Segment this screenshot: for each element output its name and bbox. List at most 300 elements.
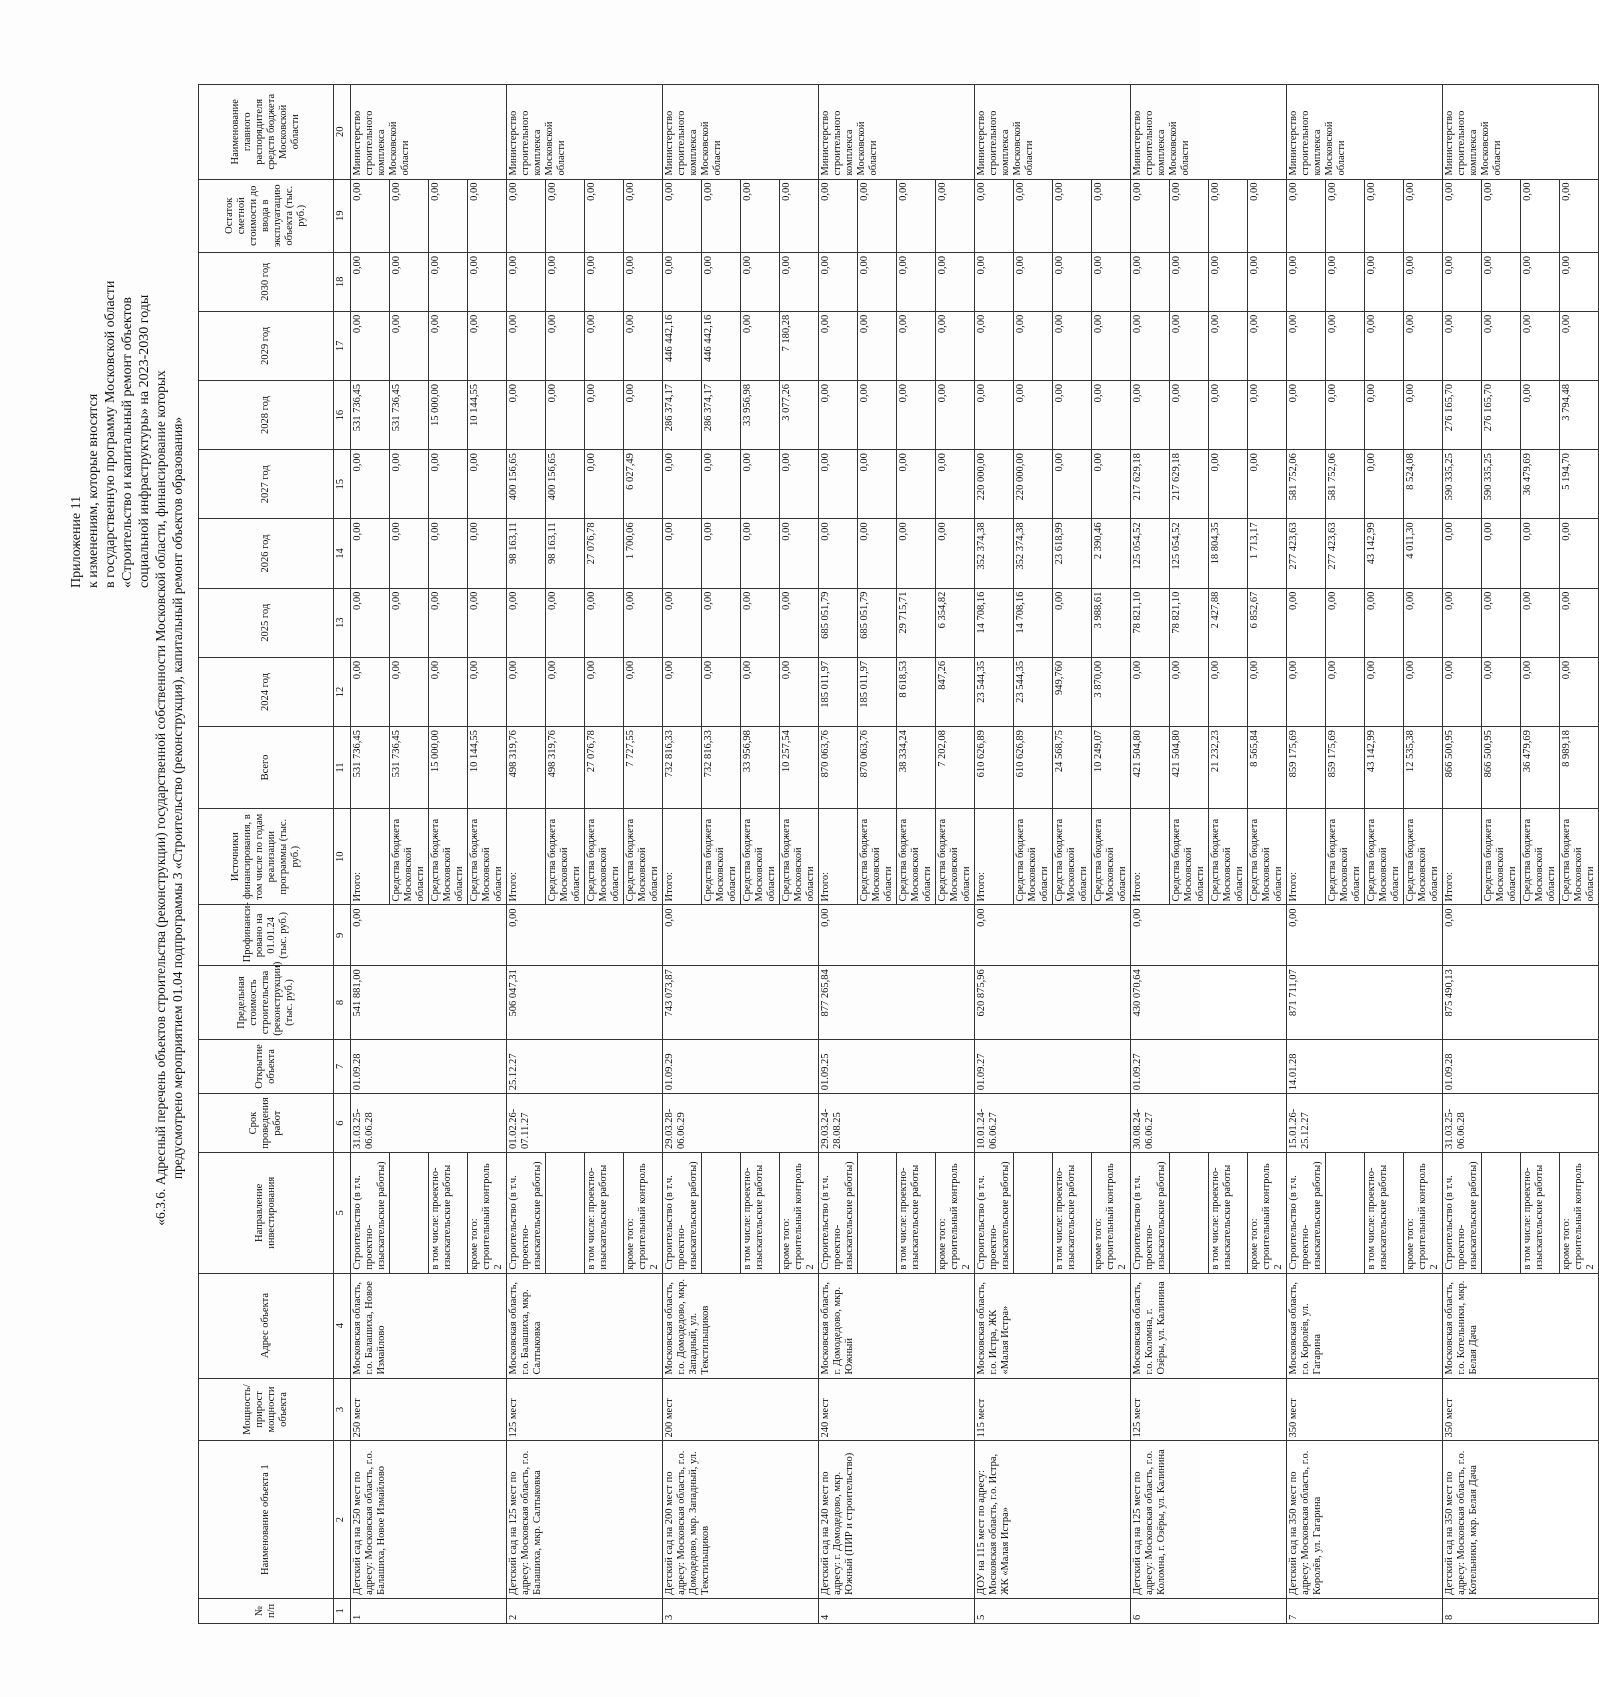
appendix-line: «Строительство и капитальный ремонт объектов: [120, 296, 135, 588]
appendix-line: в государственную программу Московской области: [103, 280, 118, 588]
object-number: 6: [1131, 1598, 1287, 1623]
object-address: Московская область, г. Домодедово, мкр. Южный: [819, 1273, 975, 1378]
amount-cell: 0,00: [1170, 657, 1209, 726]
investment-direction: Строительство (в т.ч. проектно-изыскательские работы): [507, 1152, 546, 1273]
column-number: 10: [334, 808, 351, 905]
funding-source: Средства бюджета Московской области: [858, 808, 897, 905]
column-header: Мощность/ прирост мощности объекта: [199, 1378, 334, 1441]
amount-cell: 18 804,35: [1209, 519, 1248, 588]
column-number: 19: [334, 179, 351, 252]
object-opening: 01.09.28: [1443, 1039, 1599, 1094]
financed-amount: 0,00: [1131, 905, 1287, 966]
column-number: 4: [334, 1273, 351, 1378]
amount-cell: 23 544,35: [1014, 657, 1053, 726]
column-header: Предельная стоимость строительства (реконструкции) (тыс. руб.): [199, 966, 334, 1039]
amount-cell: 446 442,16: [702, 311, 741, 380]
amount-cell: 14 708,16: [975, 588, 1014, 657]
column-header: Направление инвестирования: [199, 1152, 334, 1273]
amount-cell: 23 544,35: [975, 657, 1014, 726]
amount-cell: 0,00: [1170, 179, 1209, 252]
amount-cell: 14 708,16: [1014, 588, 1053, 657]
investment-direction: [1014, 1152, 1053, 1273]
amount-cell: 0,00: [1131, 252, 1170, 311]
amount-cell: 0,00: [1248, 380, 1287, 449]
amount-cell: 0,00: [780, 450, 819, 519]
object-address: Московская область, г.о. Котельники, мкр. Белая Дача: [1443, 1273, 1599, 1378]
funding-source: Средства бюджета Московской области: [1170, 808, 1209, 905]
amount-cell: 125 054,52: [1170, 519, 1209, 588]
object-opening: 01.09.29: [663, 1039, 819, 1094]
amount-cell: 0,00: [1560, 252, 1599, 311]
cost-limit: 430 070,64: [1131, 966, 1287, 1039]
amount-cell: 0,00: [1404, 380, 1443, 449]
amount-cell: 0,00: [702, 252, 741, 311]
investment-direction: Строительство (в т.ч. проектно-изыскательские работы): [663, 1152, 702, 1273]
amount-cell: 3 794,48: [1560, 380, 1599, 449]
column-number: 20: [334, 85, 351, 180]
amount-cell: 0,00: [1287, 380, 1326, 449]
amount-cell: 0,00: [819, 450, 858, 519]
amount-cell: 6 852,67: [1248, 588, 1287, 657]
amount-cell: 78 821,10: [1131, 588, 1170, 657]
amount-cell: 0,00: [780, 588, 819, 657]
object-address: Московская область, г.о. Балашиха, Новое Измайлово: [351, 1273, 507, 1378]
amount-cell: 590 335,25: [1482, 450, 1521, 519]
address-list-table: [198, 84, 1599, 1624]
amount-cell: 23 618,99: [1053, 519, 1092, 588]
investment-direction: в том числе: проектно-изыскательские работы: [1365, 1152, 1404, 1273]
amount-cell: 0,00: [702, 519, 741, 588]
funding-source: Средства бюджета Московской области: [936, 808, 975, 905]
amount-cell: 400 156,65: [507, 450, 546, 519]
amount-cell: 0,00: [1482, 519, 1521, 588]
amount-cell: 0,00: [702, 588, 741, 657]
funding-source: Средства бюджета Московской области: [1482, 808, 1521, 905]
amount-cell: 15 000,00: [429, 380, 468, 449]
amount-cell: 0,00: [351, 519, 390, 588]
amount-cell: 0,00: [1287, 311, 1326, 380]
funding-source: Итого:: [1287, 808, 1326, 905]
amount-cell: 0,00: [1014, 179, 1053, 252]
amount-cell: 0,00: [897, 311, 936, 380]
object-number: 3: [663, 1598, 819, 1623]
object-capacity: 240 мест: [819, 1378, 975, 1441]
column-header: 2028 год: [199, 380, 334, 449]
amount-cell: 0,00: [390, 252, 429, 311]
amount-cell: 0,00: [624, 657, 663, 726]
amount-cell: 685 051,79: [819, 588, 858, 657]
amount-cell: 0,00: [1053, 179, 1092, 252]
object-opening: 01.09.28: [351, 1039, 507, 1094]
amount-cell: 0,00: [390, 450, 429, 519]
amount-cell: 0,00: [1365, 311, 1404, 380]
amount-cell: 185 011,97: [858, 657, 897, 726]
amount-cell: 498 319,76: [546, 727, 585, 809]
amount-cell: 0,00: [1287, 179, 1326, 252]
amount-cell: 0,00: [663, 179, 702, 252]
amount-cell: 286 374,17: [702, 380, 741, 449]
column-header: Срок проведения работ: [199, 1094, 334, 1153]
column-header: 2026 год: [199, 519, 334, 588]
work-period: 15.01.26-25.12.27: [1287, 1094, 1443, 1153]
column-header: Всего: [199, 727, 334, 809]
investment-direction: [1326, 1152, 1365, 1273]
amount-cell: 498 319,76: [507, 727, 546, 809]
amount-cell: 0,00: [1482, 179, 1521, 252]
rotated-sheet: [40, 48, 1596, 1648]
amount-cell: 38 334,24: [897, 727, 936, 809]
investment-direction: Строительство (в т.ч. проектно-изыскательские работы): [1287, 1152, 1326, 1273]
investment-direction: [546, 1152, 585, 1273]
amount-cell: 0,00: [1053, 588, 1092, 657]
investment-direction: Строительство (в т.ч. проектно-изыскательские работы): [819, 1152, 858, 1273]
appendix-line: социальной инфраструктуры» на 2023-2030 годы: [137, 294, 152, 588]
amount-cell: 0,00: [585, 252, 624, 311]
financed-amount: 0,00: [507, 905, 663, 966]
budget-administrator: Министерство строительного комплекса Московской области: [507, 85, 663, 180]
column-number: 15: [334, 450, 351, 519]
amount-cell: 0,00: [624, 311, 663, 380]
object-address: Московская область, г.о. Домодедово, мкр. Западный, ул. Текстильщиков: [663, 1273, 819, 1378]
amount-cell: 0,00: [429, 657, 468, 726]
amount-cell: 0,00: [1287, 252, 1326, 311]
amount-cell: 0,00: [1170, 252, 1209, 311]
object-name: Детский сад на 200 мест по адресу: Московская область, г.о. Домодедово, мкр. Западный, ул. Текстильщиков: [663, 1441, 819, 1598]
funding-source: Средства бюджета Московской области: [1248, 808, 1287, 905]
appendix-line: Приложение 11: [69, 495, 84, 588]
amount-cell: 446 442,16: [663, 311, 702, 380]
amount-cell: 0,00: [741, 657, 780, 726]
amount-cell: 0,00: [351, 179, 390, 252]
amount-cell: 0,00: [468, 519, 507, 588]
amount-cell: 685 051,79: [858, 588, 897, 657]
table-row: [975, 85, 1014, 1624]
amount-cell: 36 479,69: [1521, 727, 1560, 809]
amount-cell: 0,00: [819, 380, 858, 449]
object-number: 8: [1443, 1598, 1599, 1623]
amount-cell: 0,00: [1404, 657, 1443, 726]
amount-cell: 7 727,55: [624, 727, 663, 809]
amount-cell: 0,00: [390, 311, 429, 380]
amount-cell: 0,00: [1053, 380, 1092, 449]
budget-administrator: Министерство строительного комплекса Московской области: [1131, 85, 1287, 180]
cost-limit: 871 711,07: [1287, 966, 1443, 1039]
amount-cell: 0,00: [351, 657, 390, 726]
funding-source: Средства бюджета Московской области: [390, 808, 429, 905]
table-header-row: [199, 85, 334, 1624]
column-header: 2030 год: [199, 252, 334, 311]
document-title: «6.3.6. Адресный перечень объектов строительства (реконструкции) государственной собственности Московской области, финансирование которых предусмотрено мероприятием 01.04 подпрограммы 3 «Строительство (реконструкция), капитальный ремонт объектов образования»: [153, 370, 185, 1226]
amount-cell: 0,00: [468, 450, 507, 519]
column-header: Адрес объекта: [199, 1273, 334, 1378]
amount-cell: 0,00: [351, 311, 390, 380]
amount-cell: 10 257,54: [780, 727, 819, 809]
amount-cell: 0,00: [1443, 179, 1482, 252]
table-row: [507, 85, 546, 1624]
amount-cell: 0,00: [897, 252, 936, 311]
funding-source: Средства бюджета Московской области: [624, 808, 663, 905]
amount-cell: 0,00: [741, 450, 780, 519]
investment-direction: кроме того: строительный контроль 2: [468, 1152, 507, 1273]
object-capacity: 250 мест: [351, 1378, 507, 1441]
funding-source: Итого:: [1443, 808, 1482, 905]
amount-cell: 866 500,95: [1443, 727, 1482, 809]
funding-source: Средства бюджета Московской области: [1053, 808, 1092, 905]
amount-cell: 27 076,78: [585, 519, 624, 588]
amount-cell: 531 736,45: [351, 727, 390, 809]
amount-cell: 0,00: [1092, 311, 1131, 380]
column-header: Профинанси-ровано на 01.01.24 (тыс. руб.): [199, 905, 334, 966]
object-number: 5: [975, 1598, 1131, 1623]
amount-cell: 98 163,11: [507, 519, 546, 588]
object-address: Московская область, г.о. Коломна, г. Озёры, ул. Калинина: [1131, 1273, 1287, 1378]
object-opening: 14.01.28: [1287, 1039, 1443, 1094]
funding-source: Средства бюджета Московской области: [429, 808, 468, 905]
column-number-row: [334, 85, 351, 1624]
amount-cell: 27 076,78: [585, 727, 624, 809]
amount-cell: 400 156,65: [546, 450, 585, 519]
object-address: Московская область, г.о. Балашиха, мкр. Салтыковка: [507, 1273, 663, 1378]
amount-cell: 0,00: [936, 252, 975, 311]
amount-cell: 125 054,52: [1131, 519, 1170, 588]
column-number: 16: [334, 380, 351, 449]
object-number: 1: [351, 1598, 507, 1623]
amount-cell: 98 163,11: [546, 519, 585, 588]
amount-cell: 610 626,89: [1014, 727, 1053, 809]
amount-cell: 859 175,69: [1287, 727, 1326, 809]
funding-source: Итого:: [975, 808, 1014, 905]
budget-administrator: Министерство строительного комплекса Московской области: [975, 85, 1131, 180]
work-period: 29.03.24-28.08.25: [819, 1094, 975, 1153]
amount-cell: 0,00: [1365, 252, 1404, 311]
amount-cell: 352 374,38: [1014, 519, 1053, 588]
amount-cell: 531 736,45: [390, 727, 429, 809]
object-opening: 01.09.27: [1131, 1039, 1287, 1094]
cost-limit: 875 490,13: [1443, 966, 1599, 1039]
amount-cell: 0,00: [1170, 311, 1209, 380]
amount-cell: 0,00: [1404, 588, 1443, 657]
funding-source: Итого:: [507, 808, 546, 905]
amount-cell: 7 202,08: [936, 727, 975, 809]
amount-cell: 0,00: [819, 311, 858, 380]
amount-cell: 0,00: [975, 380, 1014, 449]
amount-cell: 0,00: [858, 179, 897, 252]
table-body: [351, 85, 1599, 1624]
amount-cell: 15 000,00: [429, 727, 468, 809]
investment-direction: кроме того: строительный контроль 2: [1560, 1152, 1599, 1273]
investment-direction: в том числе: проектно-изыскательские работы: [741, 1152, 780, 1273]
budget-administrator: Министерство строительного комплекса Московской области: [351, 85, 507, 180]
amount-cell: 866 500,95: [1482, 727, 1521, 809]
object-name: Детский сад на 125 мест по адресу: Московская область, г.о. Балашиха, мкр. Салтыковка: [507, 1441, 663, 1598]
cost-limit: 743 073,87: [663, 966, 819, 1039]
amount-cell: 5 194,70: [1560, 450, 1599, 519]
amount-cell: 0,00: [1209, 311, 1248, 380]
amount-cell: 0,00: [546, 657, 585, 726]
amount-cell: 10 144,55: [468, 727, 507, 809]
financed-amount: 0,00: [663, 905, 819, 966]
amount-cell: 0,00: [1560, 311, 1599, 380]
amount-cell: 0,00: [507, 311, 546, 380]
amount-cell: 0,00: [936, 311, 975, 380]
object-name: Детский сад на 240 мест по адресу: г. Домодедово, мкр. Южный (ПИР и строительство): [819, 1441, 975, 1598]
funding-source: Средства бюджета Московской области: [780, 808, 819, 905]
amount-cell: 0,00: [1014, 252, 1053, 311]
funding-source: Средства бюджета Московской области: [741, 808, 780, 905]
column-number: 6: [334, 1094, 351, 1153]
object-number: 2: [507, 1598, 663, 1623]
object-name: Детский сад на 350 мест по адресу: Московская область, г.о. Королёв, ул. Гагарина: [1287, 1441, 1443, 1598]
amount-cell: 0,00: [585, 450, 624, 519]
funding-source: Итого:: [663, 808, 702, 905]
amount-cell: 7 180,28: [780, 311, 819, 380]
amount-cell: 0,00: [663, 657, 702, 726]
amount-cell: 0,00: [1521, 252, 1560, 311]
amount-cell: 217 629,18: [1131, 450, 1170, 519]
investment-direction: [1170, 1152, 1209, 1273]
amount-cell: 8 989,18: [1560, 727, 1599, 809]
financed-amount: 0,00: [975, 905, 1131, 966]
amount-cell: 0,00: [624, 179, 663, 252]
cost-limit: 877 265,84: [819, 966, 975, 1039]
amount-cell: 0,00: [390, 179, 429, 252]
amount-cell: 0,00: [858, 450, 897, 519]
amount-cell: 859 175,69: [1326, 727, 1365, 809]
column-number: 13: [334, 588, 351, 657]
amount-cell: 0,00: [507, 179, 546, 252]
amount-cell: 0,00: [1365, 380, 1404, 449]
amount-cell: 0,00: [585, 311, 624, 380]
object-name: Детский сад на 350 мест по адресу: Московская область, г.о. Котельники, мкр. Белая Дача: [1443, 1441, 1599, 1598]
column-header: 2024 год: [199, 657, 334, 726]
cost-limit: 620 875,96: [975, 966, 1131, 1039]
amount-cell: 0,00: [1326, 179, 1365, 252]
object-capacity: 125 мест: [1131, 1378, 1287, 1441]
amount-cell: 0,00: [546, 179, 585, 252]
work-period: 31.03.25-06.06.28: [1443, 1094, 1599, 1153]
amount-cell: 0,00: [585, 657, 624, 726]
object-capacity: 200 мест: [663, 1378, 819, 1441]
budget-administrator: Министерство строительного комплекса Московской области: [1443, 85, 1599, 180]
column-number: 3: [334, 1378, 351, 1441]
amount-cell: 0,00: [1131, 657, 1170, 726]
amount-cell: 0,00: [819, 179, 858, 252]
amount-cell: 0,00: [780, 252, 819, 311]
amount-cell: 0,00: [429, 588, 468, 657]
amount-cell: 0,00: [897, 380, 936, 449]
column-number: 17: [334, 311, 351, 380]
amount-cell: 0,00: [468, 252, 507, 311]
amount-cell: 0,00: [1131, 380, 1170, 449]
funding-source: Средства бюджета Московской области: [1209, 808, 1248, 905]
amount-cell: 0,00: [1443, 252, 1482, 311]
amount-cell: 0,00: [780, 179, 819, 252]
amount-cell: 0,00: [1170, 380, 1209, 449]
amount-cell: 0,00: [663, 519, 702, 588]
appendix-line: к изменениям, которые вносятся: [86, 393, 101, 588]
amount-cell: 78 821,10: [1170, 588, 1209, 657]
amount-cell: 0,00: [1443, 657, 1482, 726]
amount-cell: 0,00: [1092, 252, 1131, 311]
amount-cell: 0,00: [351, 252, 390, 311]
object-capacity: 115 мест: [975, 1378, 1131, 1441]
column-number: 7: [334, 1039, 351, 1094]
funding-source: Средства бюджета Московской области: [546, 808, 585, 905]
amount-cell: 33 956,98: [741, 380, 780, 449]
investment-direction: кроме того: строительный контроль 2: [1092, 1152, 1131, 1273]
amount-cell: 0,00: [546, 588, 585, 657]
amount-cell: 24 568,75: [1053, 727, 1092, 809]
amount-cell: 0,00: [858, 519, 897, 588]
amount-cell: 0,00: [1053, 252, 1092, 311]
investment-direction: [390, 1152, 429, 1273]
amount-cell: 0,00: [1209, 450, 1248, 519]
amount-cell: 0,00: [741, 588, 780, 657]
amount-cell: 531 736,45: [390, 380, 429, 449]
amount-cell: 8 524,08: [1404, 450, 1443, 519]
amount-cell: 10 144,55: [468, 380, 507, 449]
amount-cell: 0,00: [1248, 179, 1287, 252]
amount-cell: 217 629,18: [1170, 450, 1209, 519]
amount-cell: 0,00: [936, 179, 975, 252]
amount-cell: 531 736,45: [351, 380, 390, 449]
cost-limit: 541 881,00: [351, 966, 507, 1039]
funding-source: Средства бюджета Московской области: [1521, 808, 1560, 905]
amount-cell: 421 504,80: [1131, 727, 1170, 809]
object-capacity: 350 мест: [1287, 1378, 1443, 1441]
amount-cell: 0,00: [390, 588, 429, 657]
amount-cell: 0,00: [936, 519, 975, 588]
amount-cell: 10 249,07: [1092, 727, 1131, 809]
amount-cell: 0,00: [546, 311, 585, 380]
amount-cell: 0,00: [1521, 311, 1560, 380]
amount-cell: 421 504,80: [1170, 727, 1209, 809]
investment-direction: [1482, 1152, 1521, 1273]
amount-cell: 0,00: [507, 657, 546, 726]
amount-cell: 0,00: [1521, 179, 1560, 252]
column-header: Источники финансирования, в том числе по годам реализации программы (тыс. руб.): [199, 808, 334, 905]
amount-cell: 220 000,00: [1014, 450, 1053, 519]
amount-cell: 0,00: [1365, 657, 1404, 726]
amount-cell: 0,00: [858, 252, 897, 311]
table-row: [1131, 85, 1170, 1624]
amount-cell: 0,00: [936, 450, 975, 519]
amount-cell: 0,00: [546, 252, 585, 311]
amount-cell: 0,00: [1560, 657, 1599, 726]
column-header: 2029 год: [199, 311, 334, 380]
amount-cell: 0,00: [1443, 311, 1482, 380]
amount-cell: 286 374,17: [663, 380, 702, 449]
financed-amount: 0,00: [1443, 905, 1599, 966]
object-address: Московская область, г.о. Королёв, ул. Гагарина: [1287, 1273, 1443, 1378]
amount-cell: 0,00: [507, 252, 546, 311]
amount-cell: 0,00: [1521, 657, 1560, 726]
amount-cell: 0,00: [897, 179, 936, 252]
financed-amount: 0,00: [1287, 905, 1443, 966]
amount-cell: 0,00: [1404, 179, 1443, 252]
amount-cell: 1 713,17: [1248, 519, 1287, 588]
amount-cell: 0,00: [624, 380, 663, 449]
amount-cell: 949,760: [1053, 657, 1092, 726]
investment-direction: Строительство (в т.ч. проектно-изыскательские работы): [1131, 1152, 1170, 1273]
amount-cell: 0,00: [1131, 311, 1170, 380]
column-number: 5: [334, 1152, 351, 1273]
amount-cell: 33 956,98: [741, 727, 780, 809]
object-capacity: 125 мест: [507, 1378, 663, 1441]
amount-cell: 0,00: [429, 450, 468, 519]
amount-cell: 0,00: [429, 519, 468, 588]
investment-direction: в том числе: проектно-изыскательские работы: [897, 1152, 936, 1273]
